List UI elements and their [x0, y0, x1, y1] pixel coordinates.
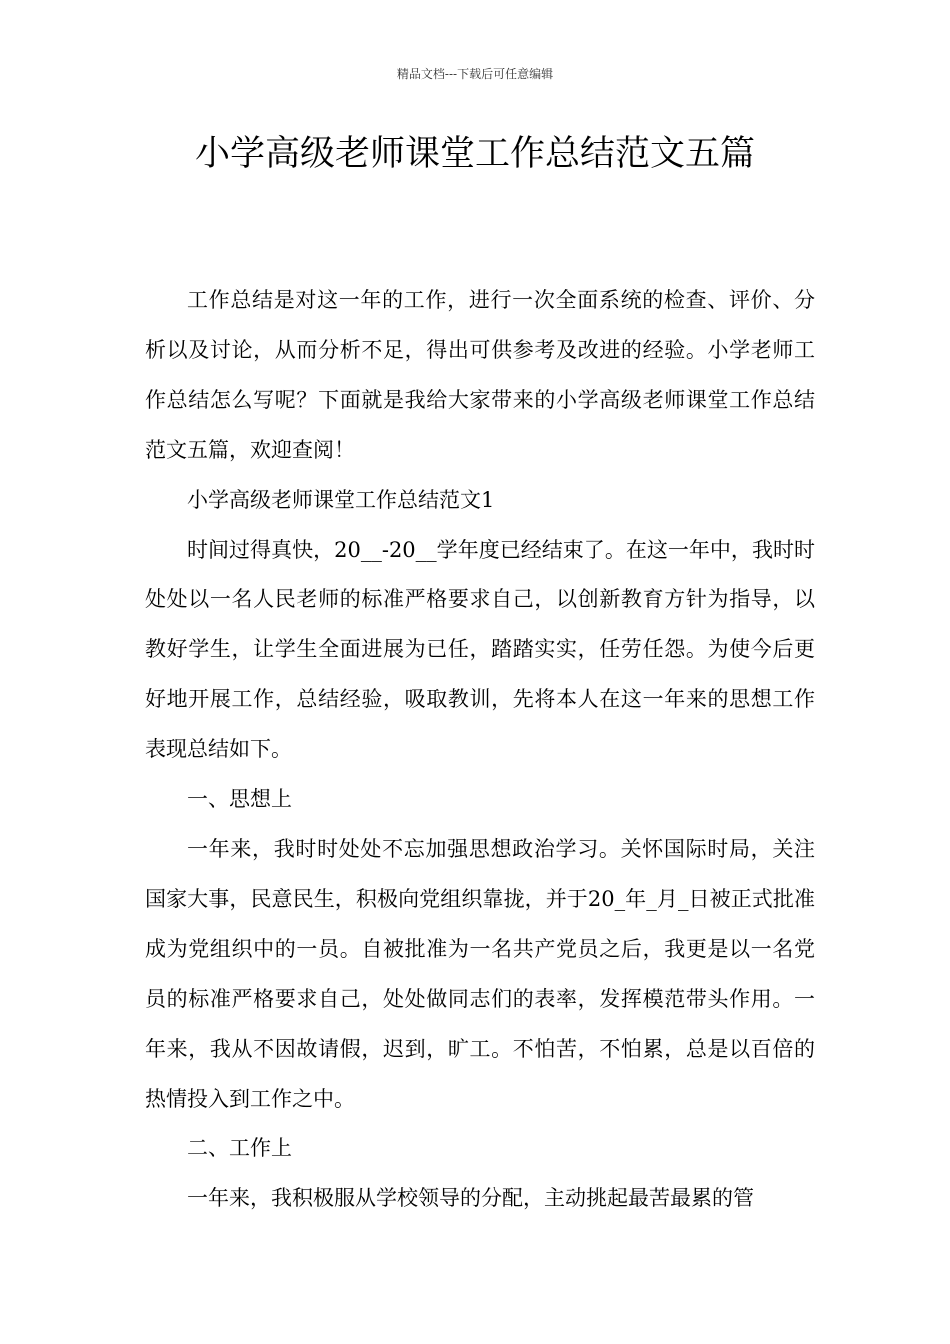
section-heading-thought: 一、思想上: [187, 787, 292, 812]
section-heading-article-1: 小学高级老师课堂工作总结范文1: [187, 487, 495, 512]
body-paragraph: 时间过得真快，20__-20__学年度已经结束了。在这一年中，我时时处处以一名人民老师的标准严格要求自己，以创新教育方针为指导，以教好学生，让学生全面进展为已任，踏踏实实，任劳任怨。为使今后更好地开展工作，总结经验，吸取教训，先将本人在这一年来的思想工作表现总结如下。: [145, 537, 815, 762]
body-paragraph: 一年来，我积极服从学校领导的分配，主动挑起最苦最累的管: [187, 1186, 754, 1211]
body-paragraph: 一年来，我时时处处不忘加强思想政治学习。关怀国际时局，关注国家大事，民意民生，积极向党组织靠拢，并于20_年_月_日被正式批准成为党组织中的一员。自被批准为一名共产党员之后，我更是以一名党员的标准严格要求自己，处处做同志们的表率，发挥模范带头作用。一年来，我从不因故请假，迟到，旷工。不怕苦，不怕累，总是以百倍的热情投入到工作之中。: [145, 836, 815, 1111]
intro-paragraph: 工作总结是对这一年的工作，进行一次全面系统的检查、评价、分析以及讨论，从而分析不足，得出可供参考及改进的经验。小学老师工作总结怎么写呢？下面就是我给大家带来的小学高级老师课堂工作总结范文五篇，欢迎查阅！: [145, 288, 815, 462]
document-title: 小学高级老师课堂工作总结范文五篇: [194, 134, 755, 174]
header-note: 精品文档---下载后可任意编辑: [396, 67, 554, 81]
section-heading-work: 二、工作上: [187, 1136, 292, 1161]
document-body: [145, 276, 815, 1224]
